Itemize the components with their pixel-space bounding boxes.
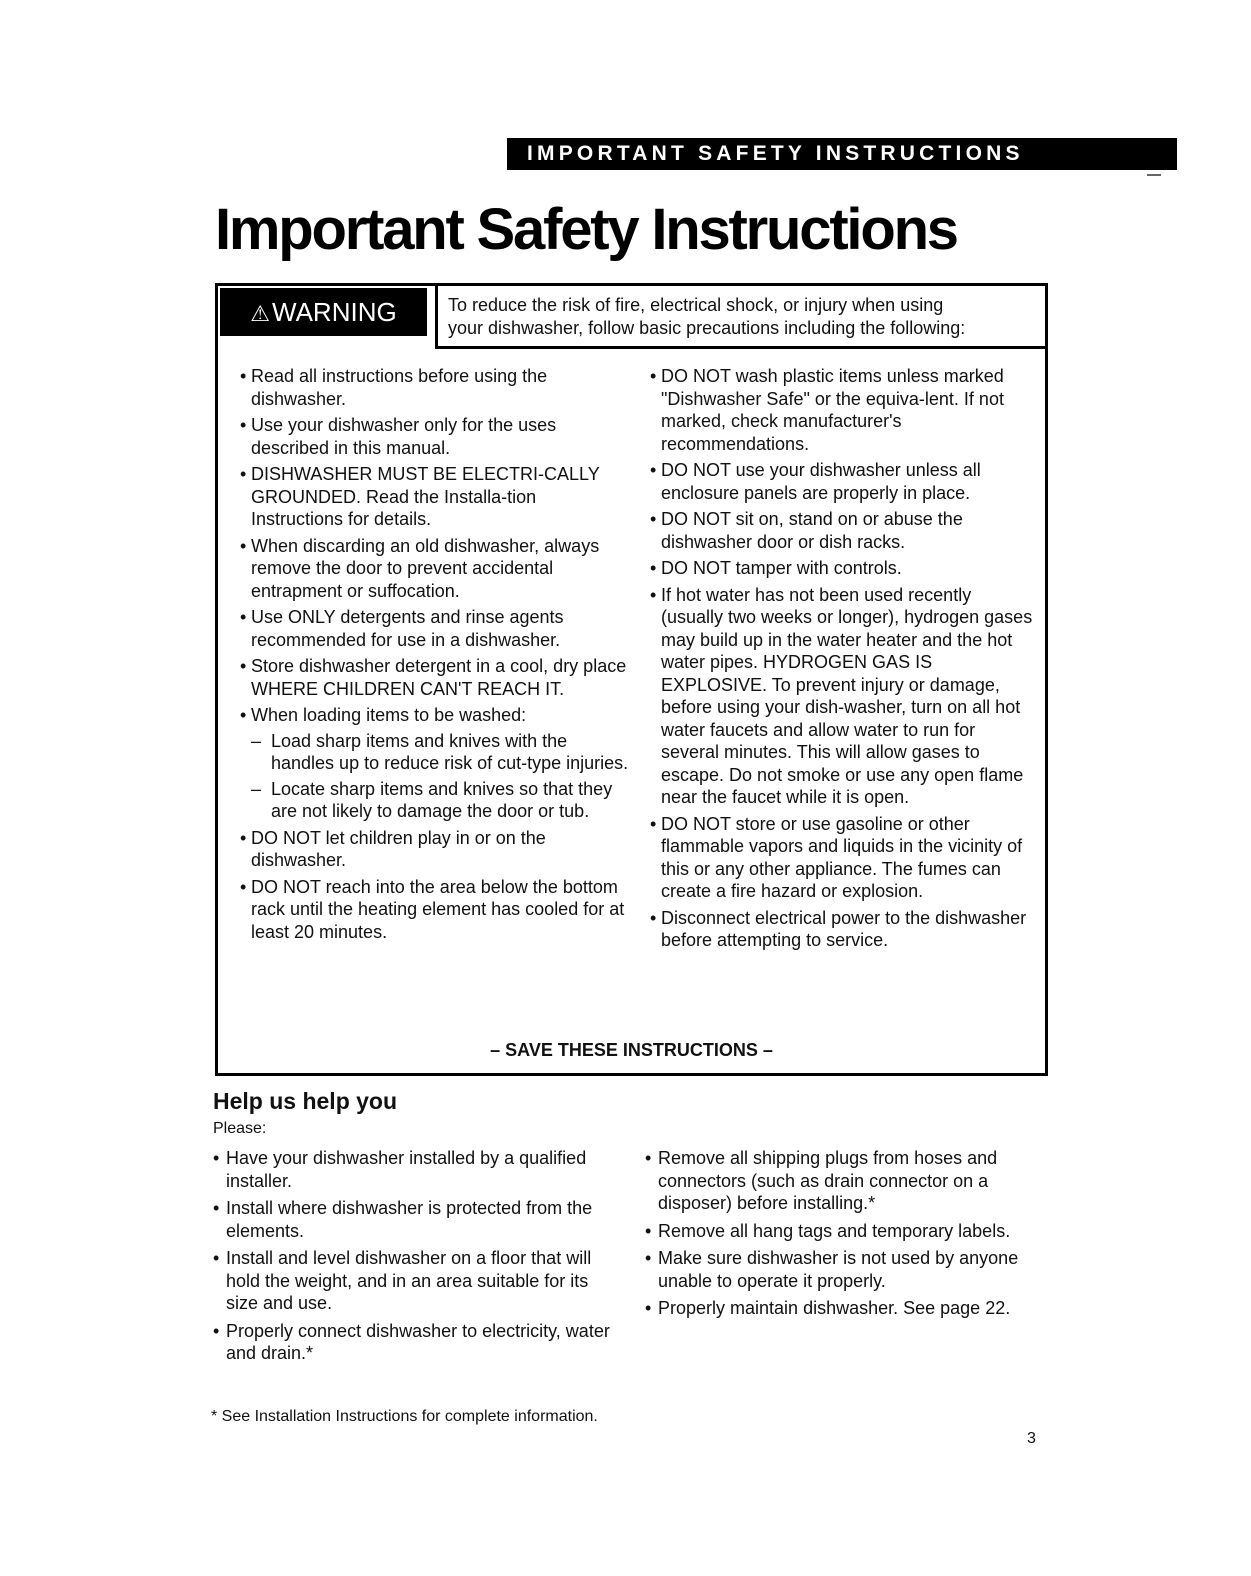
bullet: • (650, 584, 657, 605)
warning-left-column (240, 365, 630, 947)
help-item-text: Remove all shipping plugs from hoses and connectors (such as drain connector on a disposer) before installing.* (658, 1148, 998, 1213)
warning-item-text: When discarding an old dishwasher, always remove the door to prevent accidental entrapment or suffocation. (251, 535, 600, 601)
bullet: • (240, 656, 247, 676)
warning-item-text: DO NOT use your dishwasher unless all enclosure panels are properly in place. (661, 460, 981, 503)
warning-item (240, 704, 630, 823)
bullet: • (650, 558, 657, 578)
warning-item-text: Use ONLY detergents and rinse agents recommended for use in a dishwasher. (251, 607, 564, 650)
warning-label (220, 288, 427, 336)
warning-item-text: DO NOT sit on, stand on or abuse the dishwasher door or dish racks. (661, 509, 963, 552)
scan-speck (1147, 174, 1161, 176)
help-item (645, 1220, 1055, 1243)
warning-item-text: DO NOT let children play in or on the dishwasher. (251, 827, 546, 870)
warning-intro-underline (435, 346, 1045, 349)
warning-item (650, 813, 1035, 903)
dash: – (251, 778, 262, 799)
warning-intro: To reduce the risk of fire, electrical shock, or injury when using your dishwasher, follow basic precautions including the following: (448, 295, 966, 338)
bullet: • (213, 1148, 220, 1168)
warning-item (240, 463, 630, 531)
warning-item (650, 459, 1035, 504)
help-item (645, 1247, 1055, 1292)
help-item-text: Make sure dishwasher is not used by anyone unable to operate it properly. (658, 1248, 1019, 1291)
dash: – (251, 730, 262, 751)
save-instructions-line: – SAVE THESE INSTRUCTIONS – (490, 1040, 773, 1060)
warning-item (650, 584, 1035, 809)
bullet: • (650, 907, 657, 928)
warning-item-text: Store dishwasher detergent in a cool, dry place WHERE CHILDREN CAN'T REACH IT. (251, 656, 627, 699)
warning-item (240, 827, 630, 872)
bullet: • (240, 535, 247, 556)
warning-subitem-text: Load sharp items and knives with the handles up to reduce risk of cut-type injuries. (271, 730, 629, 773)
warning-item-text: Disconnect electrical power to the dishwasher before attempting to service. (661, 907, 1027, 950)
warning-subitem (251, 730, 630, 775)
help-left-column (213, 1147, 613, 1370)
warning-item-text: DO NOT reach into the area below the bottom rack until the heating element has cooled for at least 20 minutes. (251, 876, 625, 942)
bullet: • (240, 876, 247, 897)
footnote: * See Installation Instructions for complete information. (211, 1408, 598, 1425)
help-item (645, 1147, 1055, 1215)
warning-box (215, 283, 1048, 1076)
help-item (645, 1297, 1055, 1320)
warning-item (240, 606, 630, 651)
bullet: • (213, 1320, 220, 1341)
help-item (213, 1197, 613, 1242)
bullet: • (213, 1248, 220, 1268)
warning-triangle-icon: ⚠ (250, 301, 271, 326)
warning-label-text: WARNING (272, 297, 397, 327)
bullet: • (240, 415, 247, 435)
help-item-text: Have your dishwasher installed by a qualified installer. (226, 1148, 587, 1191)
warning-item-text: Use your dishwasher only for the uses described in this manual. (251, 415, 557, 458)
warning-item (240, 365, 630, 410)
section-header-bar: IMPORTANT SAFETY INSTRUCTIONS (507, 138, 1177, 170)
help-item-text: Install and level dishwasher on a floor that will hold the weight, and in an area suitable for its size and use. (226, 1248, 592, 1313)
warning-item (240, 414, 630, 459)
page-number: 3 (1027, 1430, 1036, 1447)
warning-item (240, 655, 630, 700)
bullet: • (645, 1148, 652, 1168)
warning-item-text: DO NOT store or use gasoline or other flammable vapors and liquids in the vicinity of this or any other appliance. The fumes can create a fire hazard or explosion. (661, 813, 1023, 901)
warning-item (650, 557, 1035, 580)
help-item (213, 1147, 613, 1192)
bullet: • (645, 1248, 652, 1268)
bullet: • (650, 813, 657, 834)
bullet: • (213, 1198, 220, 1218)
page-title: Important Safety Instructions (215, 197, 957, 262)
bullet: • (645, 1220, 652, 1241)
help-item-text: Remove all hang tags and temporary labels. (658, 1220, 1011, 1241)
bullet: • (240, 464, 247, 484)
help-item (213, 1320, 613, 1365)
bullet: • (240, 366, 247, 386)
help-section-title: Help us help you (213, 1088, 398, 1114)
warning-item-text: If hot water has not been used recently (usually two weeks or longer), hydrogen gases may build up in the water heater and the hot water pipes. HYDROGEN GAS IS EXPLOSIVE. To prevent injury or damage, before using your dish-washer, turn on all hot water faucets and allow water to run for several minutes. This will allow gases to escape. Do not smoke or use any open flame near the faucet while it is open. (661, 584, 1033, 807)
help-item-text: Install where dishwasher is protected from the elements. (226, 1198, 593, 1241)
warning-item-text: Read all instructions before using the dishwasher. (251, 366, 548, 409)
bullet: • (645, 1298, 652, 1318)
warning-item-text: When loading items to be washed: (251, 705, 527, 725)
warning-item-text: DISHWASHER MUST BE ELECTRI-CALLY GROUNDED. Read the Installa-tion Instructions for details. (251, 464, 600, 529)
warning-item-text: DO NOT tamper with controls. (661, 558, 902, 578)
warning-item (240, 535, 630, 603)
warning-item-text: DO NOT wash plastic items unless marked "Dishwasher Safe" or the equiva-lent. If not marked, check manufacturer's recommendations. (661, 366, 1004, 454)
warning-item (650, 508, 1035, 553)
help-right-column (645, 1147, 1055, 1325)
help-item-text: Properly connect dishwasher to electricity, water and drain.* (226, 1320, 610, 1363)
bullet: • (650, 509, 657, 529)
warning-subitem (251, 778, 630, 823)
help-please-label: Please: (213, 1120, 267, 1137)
warning-item (240, 876, 630, 944)
warning-item (650, 365, 1035, 455)
help-item (213, 1247, 613, 1315)
bullet: • (240, 607, 247, 627)
bullet: • (650, 460, 657, 480)
bullet: • (650, 366, 657, 386)
bullet: • (240, 705, 247, 725)
help-item-text: Properly maintain dishwasher. See page 22. (658, 1298, 1011, 1318)
warning-subitem-text: Locate sharp items and knives so that they are not likely to damage the door or tub. (271, 778, 613, 821)
warning-divider (435, 286, 438, 348)
warning-right-column (650, 365, 1035, 956)
bullet: • (240, 827, 247, 848)
warning-item (650, 907, 1035, 952)
